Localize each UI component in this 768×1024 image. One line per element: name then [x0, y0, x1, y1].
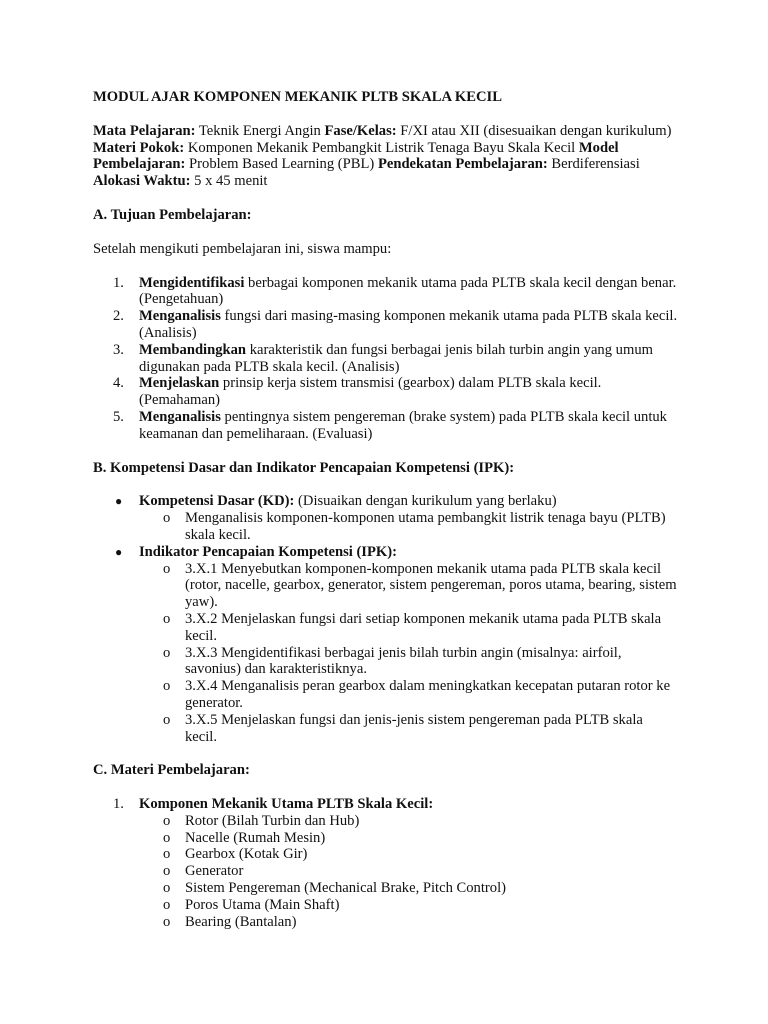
material-list — [93, 796, 678, 930]
sub-item-text: 3.X.2 Menjelaskan fungsi dari setiap komponen mekanik utama pada PLTB skala kecil. — [185, 610, 662, 644]
list-item — [93, 342, 678, 376]
meta-label: Fase/Kelas: — [324, 122, 397, 139]
list-item — [93, 409, 678, 443]
item-number: 1. — [113, 796, 124, 813]
sub-bullet-icon: o — [163, 880, 171, 897]
sub-bullet-icon: o — [163, 846, 171, 863]
meta-label: Pendekatan Pembelajaran: — [377, 156, 548, 173]
item-keyword: Menjelaskan — [139, 375, 220, 392]
sub-bullet-icon: o — [163, 913, 171, 930]
document-title: MODUL AJAR KOMPONEN MEKANIK PLTB SKALA KECIL — [93, 89, 502, 105]
sub-item-text: 3.X.4 Menganalisis peran gearbox dalam meningkatkan kecepatan putaran rotor ke generator. — [185, 678, 671, 711]
sub-item — [139, 678, 678, 712]
sub-item-text: Sistem Pengereman (Mechanical Brake, Pitch Control) — [185, 880, 506, 897]
meta-value: 5 x 45 menit — [190, 173, 268, 190]
bullet-icon: ● — [115, 494, 123, 509]
sub-bullet-icon: o — [163, 510, 171, 527]
section-heading-materi: C. Materi Pembelajaran: — [93, 762, 250, 779]
item-text: fungsi dari masing-masing komponen mekanik utama pada PLTB skala kecil. (Analisis) — [139, 308, 678, 341]
sub-item — [139, 510, 678, 544]
sub-item — [139, 897, 678, 914]
sub-item-text: Poros Utama (Main Shaft) — [185, 896, 340, 913]
sub-item-text: 3.X.5 Menjelaskan fungsi dan jenis-jenis sistem pengereman pada PLTB skala kecil. — [185, 711, 643, 745]
item-number: 1. — [113, 274, 124, 291]
item-number: 2. — [113, 308, 124, 325]
meta-value: Komponen Mekanik Pembangkit Listrik Tenaga Bayu Skala Kecil — [184, 139, 579, 156]
sub-item — [139, 830, 678, 847]
sub-bullet-icon: o — [163, 610, 171, 627]
bullet-icon: ● — [115, 544, 123, 559]
sub-item-text: 3.X.1 Menyebutkan komponen-komponen mekanik utama pada PLTB skala kecil (rotor, nacelle, gearbox, generator, sistem pengereman, poros utama, bearing, sistem yaw). — [185, 560, 677, 611]
competency-list — [93, 493, 678, 745]
section-heading-kompetensi: B. Kompetensi Dasar dan Indikator Pencapaian Kompetensi (IPK): — [93, 459, 515, 476]
item-keyword: Indikator Pencapaian Kompetensi (IPK): — [139, 543, 397, 560]
sub-item-text: Menganalisis komponen-komponen utama pembangkit listrik tenaga bayu (PLTB) skala kecil. — [185, 510, 666, 543]
item-keyword: Komponen Mekanik Utama PLTB Skala Kecil: — [139, 796, 434, 813]
list-item — [93, 308, 678, 342]
sub-item — [139, 846, 678, 863]
section-intro: Setelah mengikuti pembelajaran ini, siswa mampu: — [93, 240, 392, 257]
sub-item — [139, 645, 678, 679]
sub-bullet-icon: o — [163, 829, 171, 846]
item-text: pentingnya sistem pengereman (brake system) pada PLTB skala kecil untuk keamanan dan pemeliharaan. (Evaluasi) — [139, 408, 667, 442]
sub-item — [139, 561, 678, 611]
sub-bullet-icon: o — [163, 812, 171, 829]
item-text: karakteristik dan fungsi berbagai jenis bilah turbin angin yang umum digunakan pada PLTB skala kecil. (Analisis) — [139, 341, 653, 375]
sub-item — [139, 712, 678, 746]
item-number: 4. — [113, 375, 124, 392]
item-text: prinsip kerja sistem transmisi (gearbox) dalam PLTB skala kecil. (Pemahaman) — [139, 375, 602, 409]
meta-label: Alokasi Waktu: — [93, 173, 191, 190]
sub-item-text: Bearing (Bantalan) — [185, 913, 297, 930]
sub-bullet-icon: o — [163, 711, 171, 728]
sub-bullet-icon: o — [163, 863, 171, 880]
sub-item-text: Nacelle (Rumah Mesin) — [185, 829, 326, 846]
sub-item-text: Gearbox (Kotak Gir) — [185, 846, 308, 863]
objectives-list — [93, 275, 678, 443]
item-keyword: Mengidentifikasi — [139, 274, 245, 291]
list-item — [93, 275, 678, 309]
list-item — [93, 796, 678, 930]
item-keyword: Kompetensi Dasar (KD): — [139, 493, 295, 510]
sub-list — [139, 510, 678, 544]
sub-item — [139, 880, 678, 897]
item-number: 3. — [113, 341, 124, 358]
item-text: berbagai komponen mekanik utama pada PLTB skala kecil dengan benar. (Pengetahuan) — [139, 274, 677, 308]
document-body — [93, 89, 678, 947]
sub-bullet-icon: o — [163, 678, 171, 695]
item-keyword: Menganalisis — [139, 308, 221, 325]
item-keyword: Menganalisis — [139, 408, 221, 425]
module-info — [93, 123, 678, 190]
meta-label: Model Pembelajaran: — [93, 139, 619, 173]
sub-list — [139, 561, 678, 746]
sub-item-text: Rotor (Bilah Turbin dan Hub) — [185, 812, 360, 829]
sub-bullet-icon: o — [163, 644, 171, 661]
meta-value: Teknik Energi Angin — [195, 122, 325, 139]
sub-item — [139, 914, 678, 931]
meta-value: Berdiferensiasi — [547, 156, 640, 173]
section-heading-tujuan: A. Tujuan Pembelajaran: — [93, 206, 252, 223]
meta-label: Materi Pokok: — [93, 139, 185, 156]
item-text: (Disuaikan dengan kurikulum yang berlaku) — [294, 493, 557, 510]
bullet-item — [93, 544, 678, 746]
sub-bullet-icon: o — [163, 560, 171, 577]
sub-item — [139, 863, 678, 880]
sub-item — [139, 611, 678, 645]
sub-item-text: 3.X.3 Mengidentifikasi berbagai jenis bilah turbin angin (misalnya: airfoil, savonius) dan karakteristiknya. — [185, 644, 622, 678]
bullet-item — [93, 493, 678, 543]
item-number: 5. — [113, 408, 124, 425]
meta-label: Mata Pelajaran: — [93, 122, 196, 139]
sub-bullet-icon: o — [163, 896, 171, 913]
sub-item — [139, 813, 678, 830]
sub-list — [139, 813, 678, 931]
meta-value: Problem Based Learning (PBL) — [185, 156, 378, 173]
item-keyword: Membandingkan — [139, 341, 247, 358]
meta-value: F/XI atau XII (disesuaikan dengan kurikulum) — [396, 122, 672, 139]
sub-item-text: Generator — [185, 863, 244, 880]
list-item — [93, 375, 678, 409]
